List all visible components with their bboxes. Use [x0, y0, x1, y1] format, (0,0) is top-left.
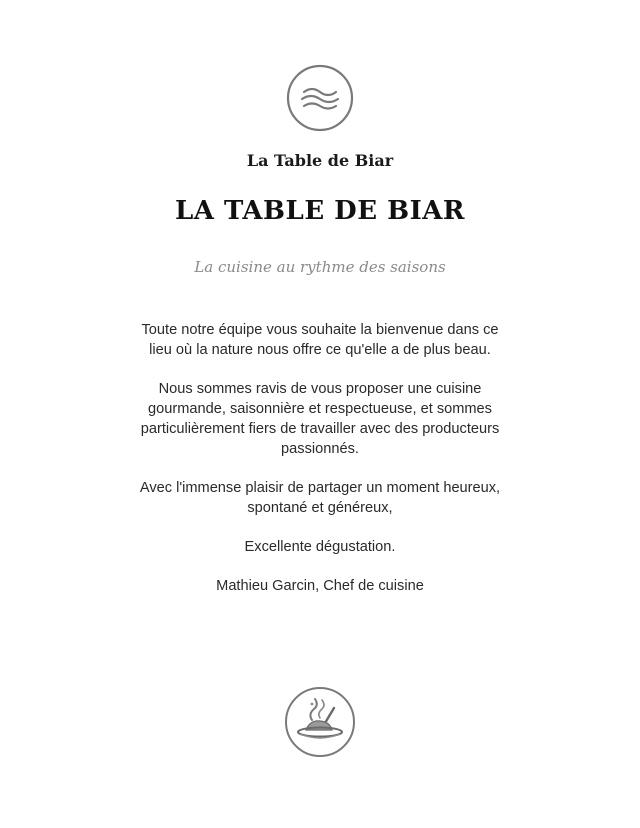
tagline: La cuisine au rythme des saisons — [194, 258, 446, 276]
restaurant-name: La Table de Biar — [246, 151, 394, 170]
steaming-dish-emblem-icon — [282, 684, 358, 760]
greeting-line: Excellente dégustation. — [244, 539, 396, 555]
cuisine-paragraph: Nous sommes ravis de vous proposer une cuisine gourmande, saisonnière et respectueuse, et sommes particulièrement fiers de travailler avec des producteurs passionnés. — [140, 381, 500, 457]
page-title: LA TABLE DE BIAR — [174, 196, 466, 226]
welcome-paragraph: Toute notre équipe vous souhaite la bienvenue dans ce lieu où la nature nous offre ce qu'elle a de plus beau. — [141, 322, 499, 358]
sharing-paragraph: Avec l'immense plaisir de partager un moment heureux, spontané et généreux, — [139, 480, 501, 516]
chef-signature: Mathieu Garcin, Chef de cuisine — [216, 578, 424, 594]
waves-emblem-icon — [284, 62, 356, 134]
welcome-text — [130, 320, 510, 615]
